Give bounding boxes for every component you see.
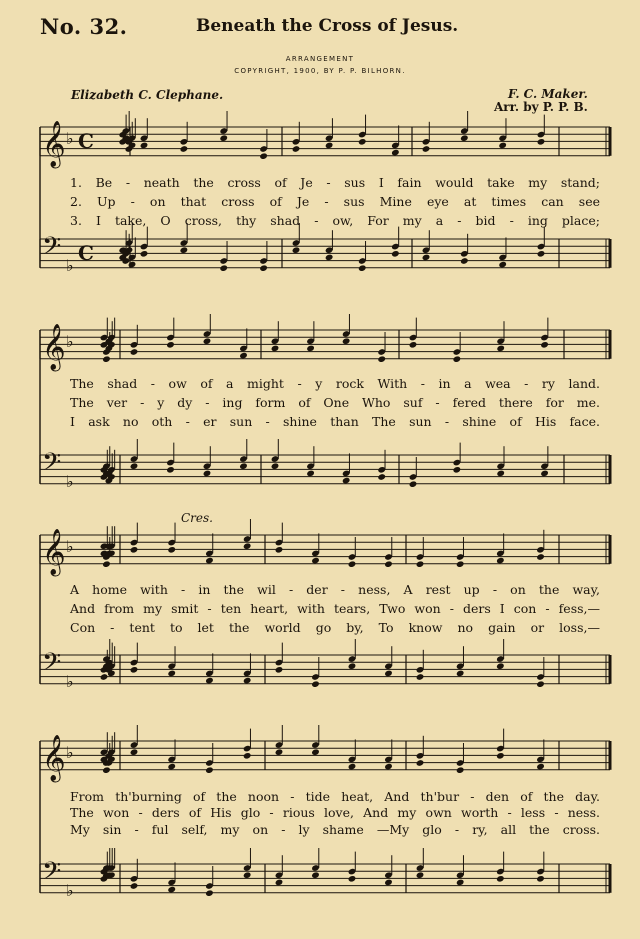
notehead — [348, 763, 357, 771]
notehead — [325, 142, 334, 150]
notehead — [536, 875, 545, 883]
bass-clef: 𝄢 — [42, 448, 62, 483]
notehead — [498, 142, 507, 150]
flat-key-signature: ♭ — [66, 256, 74, 275]
notehead — [537, 250, 546, 258]
notehead — [180, 246, 189, 254]
lyric-line: I ask no oth - er sun - shine than The sun - shine of His face. — [70, 414, 600, 429]
notehead — [102, 766, 111, 774]
notehead — [384, 763, 393, 771]
notehead — [348, 662, 357, 670]
notehead — [100, 673, 109, 681]
notehead — [456, 879, 465, 887]
composer-credit: F. C. Maker. — [508, 87, 588, 101]
notehead — [219, 264, 228, 272]
notehead — [239, 352, 248, 360]
lyric-line: The ver - y dy - ing form of One Who suf - fered there for me. — [70, 395, 600, 410]
treble-clef: 𝄞 — [42, 529, 66, 575]
notehead — [460, 134, 469, 142]
notehead — [384, 560, 393, 568]
lyric-line: 2. Up - on that cross of Je - sus Mine eye at times can see — [70, 194, 600, 209]
notehead — [167, 763, 176, 771]
flat-key-signature: ♭ — [66, 332, 74, 351]
notehead — [496, 470, 505, 478]
notehead — [205, 557, 214, 565]
notehead — [311, 748, 320, 756]
notehead — [536, 680, 545, 688]
notehead — [271, 345, 280, 353]
notehead — [205, 889, 214, 897]
hymn-title: Beneath the Cross of Jesus. — [196, 16, 459, 36]
lyric-line: 3. I take, O cross, thy shad - ow, For my a - bid - ing place; — [70, 213, 600, 228]
notehead — [536, 763, 545, 771]
notehead — [358, 264, 367, 272]
notehead — [239, 462, 248, 470]
notehead — [453, 466, 462, 474]
notehead — [540, 470, 549, 478]
notehead — [166, 341, 175, 349]
notehead — [275, 879, 284, 887]
arranger-credit: Arr. by P. P. B. — [494, 100, 588, 114]
notehead — [311, 557, 320, 565]
notehead — [140, 142, 149, 150]
notehead — [167, 546, 176, 554]
notehead — [219, 134, 228, 142]
notehead — [409, 480, 418, 488]
notehead — [259, 152, 268, 160]
lyricist-credit: Elizabeth C. Clephane. — [71, 88, 224, 102]
notehead — [205, 677, 214, 685]
flat-key-signature: ♭ — [66, 472, 74, 491]
bass-clef: 𝄢 — [42, 857, 62, 892]
notehead — [130, 666, 139, 674]
notehead — [416, 560, 425, 568]
common-time-signature: C — [78, 129, 94, 153]
notehead — [422, 254, 431, 262]
notehead — [292, 246, 301, 254]
notehead — [453, 355, 462, 363]
notehead — [460, 257, 469, 265]
notehead — [205, 766, 214, 774]
notehead — [377, 355, 386, 363]
notehead — [203, 337, 212, 345]
treble-clef: 𝄞 — [42, 324, 66, 370]
bass-clef: 𝄢 — [42, 232, 62, 267]
notehead — [342, 477, 351, 485]
notehead — [259, 264, 268, 272]
notehead — [180, 145, 189, 153]
notehead — [456, 670, 465, 678]
notehead — [325, 254, 334, 262]
notehead — [416, 759, 425, 767]
crescendo-marking: Cres. — [181, 511, 213, 525]
notehead — [496, 662, 505, 670]
notehead — [342, 337, 351, 345]
notehead — [391, 250, 400, 258]
notehead — [130, 462, 139, 470]
notehead — [496, 557, 505, 565]
notehead — [422, 145, 431, 153]
treble-clef: 𝄞 — [42, 735, 66, 781]
lyric-line: And from my smit - ten heart, with tears, Two won - ders I con - fess,— — [70, 601, 600, 616]
treble-clef: 𝄞 — [42, 121, 66, 167]
notehead — [140, 250, 149, 258]
copyright-note: COPYRIGHT, 1900, BY P. P. BILHORN. — [234, 67, 406, 75]
notehead — [391, 149, 400, 157]
notehead — [130, 348, 139, 356]
lyric-line: Con - tent to let the world go by, To know no gain or loss,— — [70, 620, 600, 635]
notehead — [384, 670, 393, 678]
notehead — [306, 345, 315, 353]
notehead — [377, 473, 386, 481]
lyric-line: From th'burning of the noon - tide heat, And th'bur - den of the day. — [70, 789, 600, 804]
hymn-number: No. 32. — [40, 14, 128, 39]
notehead — [102, 560, 111, 568]
flat-key-signature: ♭ — [66, 672, 74, 691]
notehead — [456, 560, 465, 568]
flat-key-signature: ♭ — [66, 537, 74, 556]
notehead — [537, 138, 546, 146]
lyric-line: A home with - in the wil - der - ness, A rest up - on the way, — [70, 582, 600, 597]
lyric-line: My sin - ful self, my on - ly shame —My glo - ry, all the cross. — [70, 822, 600, 837]
notehead — [540, 341, 549, 349]
notehead — [102, 355, 111, 363]
notehead — [496, 752, 505, 760]
notehead — [275, 666, 284, 674]
common-time-signature: C — [78, 241, 94, 265]
lyric-line: The won - ders of His glo - rious love, And my own worth - less - ness. — [70, 805, 600, 820]
notehead — [243, 752, 252, 760]
notehead — [536, 553, 545, 561]
notehead — [275, 748, 284, 756]
notehead — [456, 766, 465, 774]
notehead — [384, 879, 393, 887]
notehead — [416, 871, 425, 879]
notehead — [203, 470, 212, 478]
flat-key-signature: ♭ — [66, 129, 74, 148]
notehead — [128, 261, 137, 269]
notehead — [409, 341, 418, 349]
notehead — [311, 680, 320, 688]
notehead — [311, 871, 320, 879]
flat-key-signature: ♭ — [66, 743, 74, 762]
notehead — [292, 145, 301, 153]
notehead — [130, 882, 139, 890]
notehead — [496, 345, 505, 353]
notehead — [306, 470, 315, 478]
notehead — [348, 560, 357, 568]
notehead — [167, 670, 176, 678]
arrangement-note: ARRANGEMENT — [285, 55, 355, 63]
notehead — [271, 462, 280, 470]
notehead — [358, 138, 367, 146]
notehead — [348, 875, 357, 883]
notehead — [498, 261, 507, 269]
notehead — [416, 673, 425, 681]
flat-key-signature: ♭ — [66, 881, 74, 900]
notehead — [496, 875, 505, 883]
notehead — [166, 466, 175, 474]
notehead — [275, 546, 284, 554]
notehead — [130, 546, 139, 554]
notehead — [167, 886, 176, 894]
bass-clef: 𝄢 — [42, 648, 62, 683]
notehead — [243, 542, 252, 550]
lyric-line: 1. Be - neath the cross of Je - sus I fain would take my stand; — [70, 175, 600, 190]
notehead — [243, 677, 252, 685]
notehead — [243, 871, 252, 879]
lyric-line: The shad - ow of a might - y rock With - in a wea - ry land. — [70, 376, 600, 391]
notehead — [130, 748, 139, 756]
